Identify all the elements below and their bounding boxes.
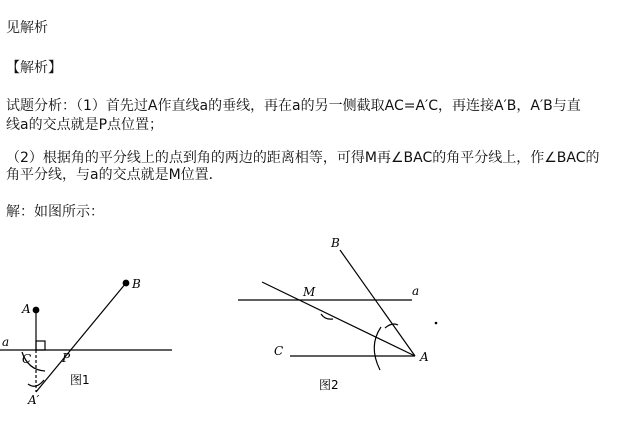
figure-2	[238, 250, 415, 370]
fig1-point-a	[33, 307, 39, 313]
analysis-line-2: 线a的交点就是P点位置；	[6, 117, 164, 133]
fig2-arc-b	[385, 324, 398, 328]
fig1-caption: 图1	[70, 373, 90, 387]
fig2-caption: 图2	[319, 378, 339, 392]
fig1-point-b	[123, 280, 129, 286]
section-label: 【解析】	[6, 60, 62, 76]
solution-line: 解：如图所示：	[6, 204, 104, 220]
fig2-label-b: B	[331, 236, 340, 250]
fig2-bisector	[262, 282, 415, 356]
fig2-label-line-a: a	[412, 284, 420, 298]
fig2-arc-a	[374, 327, 381, 370]
fig1-label-line-a: a	[2, 335, 10, 349]
fig1-label-a-prime: A′	[28, 393, 40, 407]
fig1-label-b: B	[132, 277, 141, 291]
answer-heading: 见解析	[6, 20, 48, 36]
fig2-label-m: M	[303, 285, 316, 299]
fig2-dot	[435, 322, 438, 325]
analysis-line-4: 角平分线，与a的交点就是M位置．	[6, 167, 223, 183]
fig2-ray-ab	[340, 250, 415, 356]
fig2-label-a: A	[420, 350, 429, 364]
analysis-line-3: （2）根据角的平分线上的点到角的两边的距离相等，可得M再∠BAC的角平分线上，作∠BAC的	[6, 150, 600, 166]
fig1-label-a: A	[22, 302, 31, 316]
analysis-line-1: 试题分析：（1）首先过A作直线a的垂线，再在a的另一侧截取AC=A′C，再连接A′B，A′B与直	[6, 98, 581, 114]
fig1-label-p: P	[62, 351, 71, 365]
fig1-right-angle-mark	[36, 341, 45, 350]
fig2-label-c: C	[274, 344, 284, 358]
fig1-label-c: C	[22, 352, 32, 366]
fig2-arc-c	[321, 314, 333, 319]
